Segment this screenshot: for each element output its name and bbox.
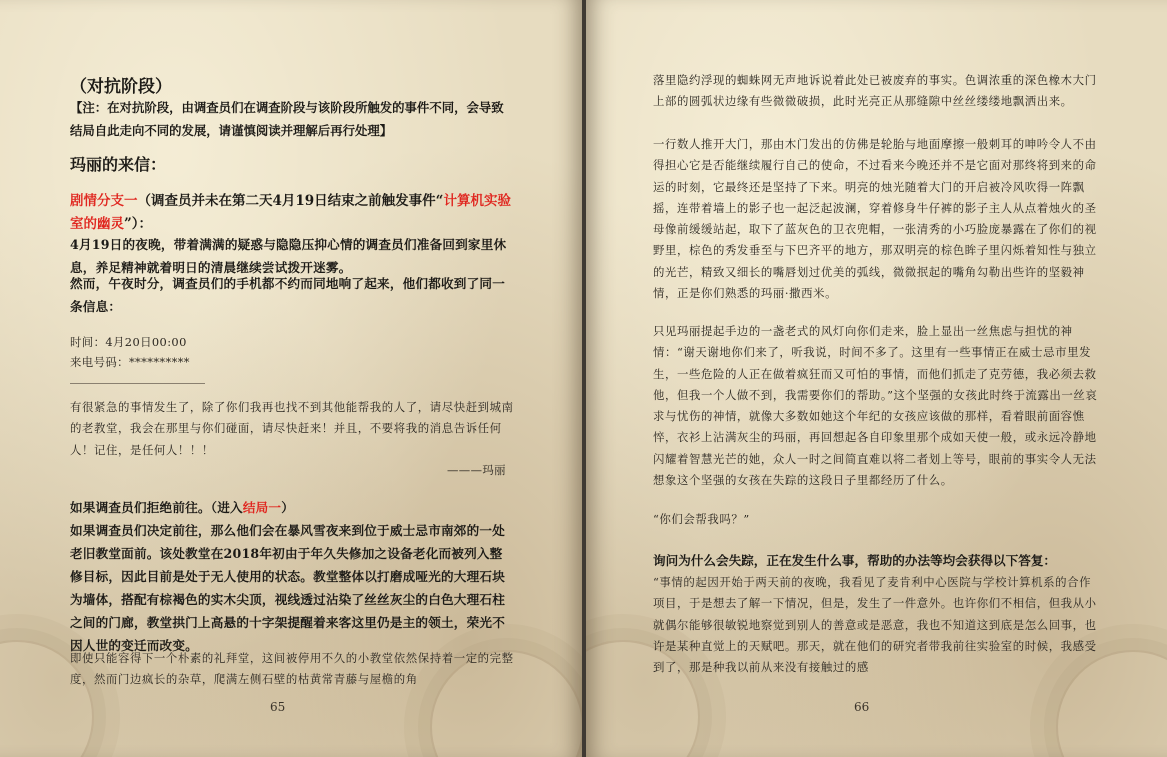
refuse-text: 如果调查员们拒绝前往。（进入: [70, 500, 243, 515]
paragraph-entering: 一行数人推开大门，那由木门发出的仿佛是轮胎与地面摩擦一般刺耳的呻吟令人不由得担心它是否能继续履行自己的使命，不过看来今晚还并不是它面对那终将到来的命运的时刻，它最终还是坚持了下来。明亮的烛光随着大门的开启被冷风吹得一阵飘摇，连带着墙上的影子也一起泛起波澜，穿着修身牛仔裤的影子主人从点着烛火的圣母像前缓缓站起，取下了蓝灰色的卫衣兜帽，一张清秀的小巧脸庞暴露在了你们的视野里，棕色的秀发垂至与下巴齐平的地方，那双明亮的棕色眸子里闪烁着知性与独立的光芒，精致又细长的嘴唇划过优美的弧线，微微抿起的嘴角勾勒出些许的坚毅神情，正是你们熟悉的玛丽·撒西米。: [653, 137, 1097, 301]
answer-paragraph: “事情的起因开始于两天前的夜晚，我看见了麦肯利中心医院与学校计算机系的合作项目，于是想去了解一下情况，但是，发生了一件意外。也许你们不相信，但我从小就偶尔能够很敏锐地察觉到别人的善意或是恶意，我也不知道这到底是怎么回事，也许是某种直觉上的天赋吧。那天，就在他们的研究者带我前往实验室的时候，我感受到了，那是种我以前从来没有接触过的感: [653, 575, 1097, 675]
paragraph-mary-speaks: 只见玛丽提起手边的一盏老式的风灯向你们走来，脸上显出一丝焦虑与担忧的神情：“谢天谢地你们来了，听我说，时间不多了。这里有一些事情正在威士忌市里发生，一些危险的人正在做着疯狂而又可怕的事情，而他们抓走了克劳德，我必须去救他，但我一个人做不到，我需要你们的帮助。”这个坚强的女孩此时终于流露出一丝哀求与忧伤的神情，就像大多数如她这个年纪的女孩应该做的那样，看着眼前面容憔悴，衣衫上沾满灰尘的玛丽，再回想起各自印象里那个成如天使一般，或永远冷静地闪耀着智慧光芒的她，众人一时之间简直难以将二者划上等号，眼前的事实令人无法想象这个坚强的女孩在失踪的这段日子里都经历了什么。: [653, 324, 1098, 488]
letter-title: 玛丽的来信：: [70, 155, 167, 174]
message-time: 时间：4月20日00:00: [70, 335, 187, 349]
accept-option: 如果调查员们决定前往，那么他们会在暴风雪夜来到位于威士忌市南郊的一处老旧教堂面前。该处教堂在2018年初由于年久失修加之设备老化而被列入整修目标，因此目前是处于无人使用的状态。教堂整体以打磨成哑光的大理石块为墙体，搭配有棕褐色的实木尖顶，视线透过沾染了丝丝灰尘的白色大理石柱之间的门廊，教堂拱门上高悬的十字架提醒着来客这里仍是主的领土，荣光不因人世的变迁而改变。: [70, 523, 505, 653]
page-number: 66: [854, 700, 870, 714]
paragraph-continued: 即使只能容得下一个朴素的礼拜堂，这间被停用不久的小教堂依然保持着一定的完整度，然而门边疯长的杂草，爬满左侧石壁的枯黄常青藤与屋檐的角: [70, 651, 514, 687]
inquiry-instruction: 询问为什么会失踪，正在发生什么事，帮助的办法等均会获得以下答复：: [653, 553, 1056, 568]
phase-note: 【注：在对抗阶段，由调查员们在调查阶段与该阶段所触发的事件不同，会导致结局自此走向不同的发展，请谨慎阅读并理解后再行处理】: [70, 100, 504, 138]
paragraph-question: “你们会帮我吗？”: [653, 512, 750, 526]
paragraph-night: 4月19日的夜晚，带着满满的疑惑与隐隐压抑心情的调查员们准备回到家里休息，养足精神就着明日的清晨继续尝试拨开迷雾。: [70, 237, 507, 275]
paragraph-midnight: 然而，午夜时分，调查员们的手机都不约而同地响了起来，他们都收到了同一条信息：: [70, 276, 505, 314]
branch-event: 计算机实验室的幽灵: [70, 193, 511, 232]
ending-one-link[interactable]: 结局一: [242, 500, 282, 515]
phase-heading: （对抗阶段）: [70, 77, 172, 97]
branch-label: 剧情分支一: [70, 193, 138, 209]
branch-heading: [70, 190, 515, 236]
branch-condition-prefix: （调查员并未在第二天4月19日结束之前触发事件“: [137, 193, 444, 209]
paragraph-door: 落里隐约浮现的蜘蛛网无声地诉说着此处已被废弃的事实。色调浓重的深色橡木大门上部的圆弧状边缘有些微微破损，此时光亮正从那缝隙中丝丝缕缕地飘洒出来。: [653, 73, 1097, 109]
message-signature: ———玛丽: [447, 463, 506, 477]
refuse-close: ）: [281, 500, 294, 515]
branch-condition-suffix: ”）：: [124, 216, 153, 232]
message-divider: [70, 383, 205, 384]
refuse-option: [70, 496, 515, 519]
message-body: 有很紧急的事情发生了，除了你们我再也找不到其他能帮我的人了，请尽快赶到城南的老教堂，我会在那里与你们碰面，请尽快赶来！并且，不要将我的消息告诉任何人！记住，是任何人！！！: [70, 400, 514, 457]
right-page: [586, 0, 1167, 757]
message-caller: 来电号码：**********: [70, 355, 190, 369]
left-page: [0, 0, 582, 757]
page-number: 65: [270, 700, 286, 714]
